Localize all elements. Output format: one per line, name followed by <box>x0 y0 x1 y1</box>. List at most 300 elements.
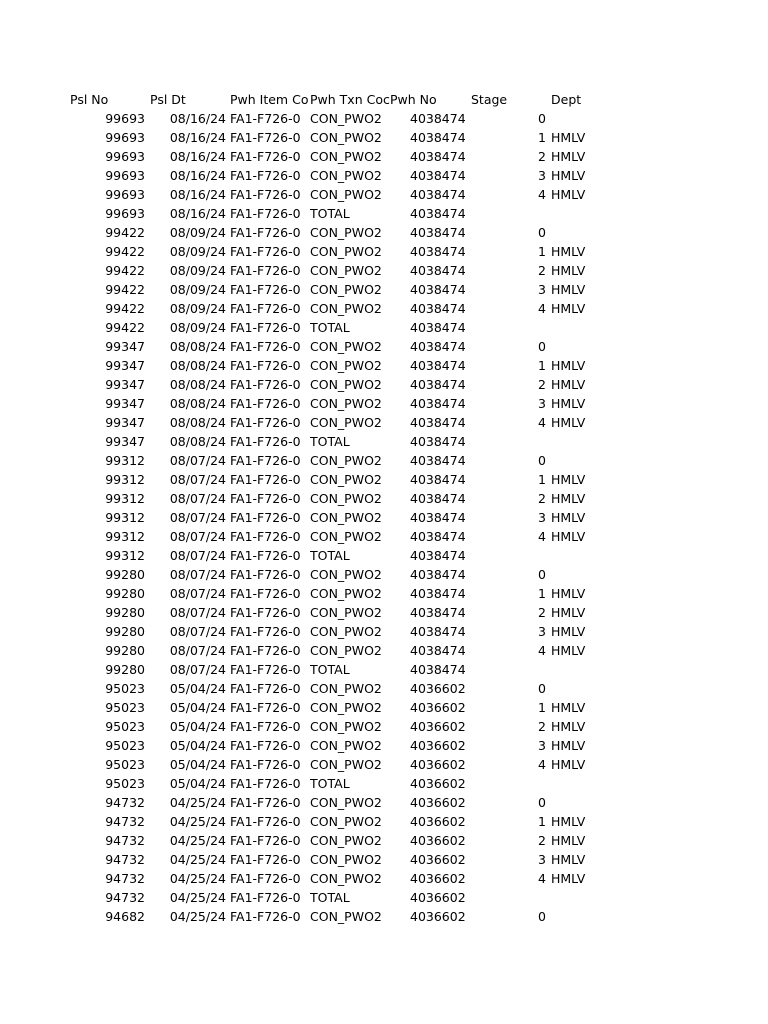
cell-stage: 0 <box>538 225 546 240</box>
cell-psl-dt: 08/09/24 <box>169 282 226 297</box>
cell-psl-no: 99347 <box>105 339 145 354</box>
cell-psl-dt: 08/09/24 <box>169 263 226 278</box>
cell-pwh-item-code: FA1-F726-0 <box>230 434 301 449</box>
cell-pwh-item-code: FA1-F726-0 <box>230 795 301 810</box>
cell-dept: HMLV <box>551 130 586 145</box>
cell-psl-dt: 08/07/24 <box>169 567 226 582</box>
table-row <box>70 736 690 755</box>
cell-dept: HMLV <box>551 168 586 183</box>
cell-psl-no: 99280 <box>105 605 145 620</box>
cell-stage: 1 <box>538 814 546 829</box>
table-row <box>70 869 690 888</box>
cell-pwh-item-code: FA1-F726-0 <box>230 529 301 544</box>
cell-pwh-no: 4038474 <box>410 529 466 544</box>
cell-stage: 4 <box>538 529 546 544</box>
cell-dept: HMLV <box>551 149 586 164</box>
cell-pwh-item-code: FA1-F726-0 <box>230 776 301 791</box>
table-body <box>70 109 690 926</box>
cell-pwh-txn-code: TOTAL <box>310 548 350 563</box>
cell-pwh-no: 4038474 <box>410 662 466 677</box>
cell-dept: HMLV <box>551 814 586 829</box>
table-row <box>70 318 690 337</box>
cell-psl-dt: 08/07/24 <box>169 548 226 563</box>
table-row <box>70 280 690 299</box>
cell-psl-dt: 05/04/24 <box>169 738 226 753</box>
cell-pwh-item-code: FA1-F726-0 <box>230 890 301 905</box>
cell-pwh-item-code: FA1-F726-0 <box>230 833 301 848</box>
cell-dept: HMLV <box>551 301 586 316</box>
cell-stage: 0 <box>538 453 546 468</box>
cell-psl-dt: 04/25/24 <box>169 833 226 848</box>
spreadsheet-table <box>70 90 690 926</box>
cell-pwh-txn-code: TOTAL <box>310 434 350 449</box>
table-row <box>70 109 690 128</box>
cell-psl-dt: 08/16/24 <box>169 187 226 202</box>
cell-pwh-txn-code: CON_PWO2 <box>310 795 382 810</box>
cell-dept: HMLV <box>551 510 586 525</box>
cell-pwh-txn-code: CON_PWO2 <box>310 833 382 848</box>
cell-psl-dt: 08/07/24 <box>169 662 226 677</box>
cell-stage: 4 <box>538 301 546 316</box>
cell-pwh-txn-code: TOTAL <box>310 206 350 221</box>
cell-pwh-item-code: FA1-F726-0 <box>230 111 301 126</box>
table-row <box>70 774 690 793</box>
cell-psl-no: 95023 <box>105 738 145 753</box>
cell-psl-dt: 08/09/24 <box>169 225 226 240</box>
cell-pwh-item-code: FA1-F726-0 <box>230 605 301 620</box>
table-row <box>70 546 690 565</box>
cell-psl-dt: 08/07/24 <box>169 586 226 601</box>
header-dept: Dept <box>551 92 582 107</box>
cell-psl-dt: 08/08/24 <box>169 434 226 449</box>
cell-stage: 0 <box>538 681 546 696</box>
cell-pwh-no: 4038474 <box>410 111 466 126</box>
cell-stage: 0 <box>538 909 546 924</box>
cell-psl-no: 99347 <box>105 434 145 449</box>
cell-psl-no: 99312 <box>105 548 145 563</box>
cell-pwh-no: 4038474 <box>410 472 466 487</box>
cell-pwh-item-code: FA1-F726-0 <box>230 757 301 772</box>
cell-pwh-no: 4038474 <box>410 605 466 620</box>
cell-psl-dt: 08/08/24 <box>169 358 226 373</box>
cell-pwh-no: 4038474 <box>410 624 466 639</box>
cell-psl-no: 94732 <box>105 833 145 848</box>
cell-psl-no: 99693 <box>105 187 145 202</box>
table-row <box>70 337 690 356</box>
cell-pwh-no: 4038474 <box>410 643 466 658</box>
cell-psl-no: 99422 <box>105 263 145 278</box>
cell-psl-no: 95023 <box>105 757 145 772</box>
table-row <box>70 622 690 641</box>
cell-stage: 3 <box>538 510 546 525</box>
cell-pwh-txn-code: TOTAL <box>310 776 350 791</box>
table-row <box>70 356 690 375</box>
cell-pwh-no: 4038474 <box>410 263 466 278</box>
cell-psl-dt: 08/07/24 <box>169 529 226 544</box>
cell-pwh-item-code: FA1-F726-0 <box>230 358 301 373</box>
cell-pwh-no: 4038474 <box>410 491 466 506</box>
cell-pwh-item-code: FA1-F726-0 <box>230 852 301 867</box>
cell-pwh-txn-code: CON_PWO2 <box>310 681 382 696</box>
cell-psl-no: 99312 <box>105 453 145 468</box>
cell-pwh-txn-code: CON_PWO2 <box>310 643 382 658</box>
cell-psl-dt: 04/25/24 <box>169 871 226 886</box>
cell-stage: 2 <box>538 491 546 506</box>
table-row <box>70 375 690 394</box>
cell-psl-dt: 05/04/24 <box>169 719 226 734</box>
table-row <box>70 641 690 660</box>
cell-pwh-item-code: FA1-F726-0 <box>230 567 301 582</box>
cell-psl-dt: 08/07/24 <box>169 472 226 487</box>
cell-dept: HMLV <box>551 586 586 601</box>
table-row <box>70 679 690 698</box>
cell-pwh-no: 4038474 <box>410 149 466 164</box>
cell-psl-dt: 05/04/24 <box>169 757 226 772</box>
cell-psl-no: 99422 <box>105 244 145 259</box>
cell-psl-no: 99422 <box>105 320 145 335</box>
cell-pwh-item-code: FA1-F726-0 <box>230 282 301 297</box>
cell-psl-dt: 08/08/24 <box>169 339 226 354</box>
cell-stage: 3 <box>538 738 546 753</box>
cell-stage: 4 <box>538 871 546 886</box>
cell-pwh-no: 4036602 <box>410 795 466 810</box>
cell-psl-no: 99347 <box>105 377 145 392</box>
cell-stage: 2 <box>538 263 546 278</box>
cell-stage: 2 <box>538 833 546 848</box>
cell-psl-no: 99280 <box>105 567 145 582</box>
cell-pwh-txn-code: CON_PWO2 <box>310 909 382 924</box>
cell-pwh-no: 4038474 <box>410 282 466 297</box>
cell-pwh-txn-code: CON_PWO2 <box>310 605 382 620</box>
cell-pwh-no: 4038474 <box>410 510 466 525</box>
cell-psl-no: 99693 <box>105 111 145 126</box>
cell-psl-dt: 08/16/24 <box>169 168 226 183</box>
cell-pwh-no: 4036602 <box>410 738 466 753</box>
cell-pwh-item-code: FA1-F726-0 <box>230 263 301 278</box>
cell-pwh-no: 4038474 <box>410 377 466 392</box>
cell-pwh-txn-code: CON_PWO2 <box>310 282 382 297</box>
cell-psl-dt: 08/07/24 <box>169 453 226 468</box>
cell-pwh-item-code: FA1-F726-0 <box>230 396 301 411</box>
cell-dept: HMLV <box>551 700 586 715</box>
cell-pwh-item-code: FA1-F726-0 <box>230 491 301 506</box>
cell-psl-no: 99693 <box>105 206 145 221</box>
cell-psl-no: 94682 <box>105 909 145 924</box>
cell-pwh-txn-code: CON_PWO2 <box>310 111 382 126</box>
cell-psl-no: 99422 <box>105 225 145 240</box>
header-pwh-txn-code: Pwh Txn Coc <box>310 92 390 107</box>
cell-stage: 0 <box>538 795 546 810</box>
cell-pwh-txn-code: CON_PWO2 <box>310 472 382 487</box>
table-row <box>70 261 690 280</box>
cell-pwh-txn-code: CON_PWO2 <box>310 586 382 601</box>
cell-pwh-item-code: FA1-F726-0 <box>230 909 301 924</box>
table-row <box>70 603 690 622</box>
cell-pwh-item-code: FA1-F726-0 <box>230 510 301 525</box>
table-row <box>70 508 690 527</box>
cell-psl-dt: 05/04/24 <box>169 681 226 696</box>
cell-pwh-txn-code: TOTAL <box>310 320 350 335</box>
header-psl-dt: Psl Dt <box>150 92 186 107</box>
cell-pwh-txn-code: CON_PWO2 <box>310 529 382 544</box>
cell-stage: 3 <box>538 396 546 411</box>
cell-pwh-txn-code: CON_PWO2 <box>310 757 382 772</box>
table-row <box>70 755 690 774</box>
cell-psl-dt: 08/07/24 <box>169 605 226 620</box>
cell-pwh-txn-code: CON_PWO2 <box>310 814 382 829</box>
table-row <box>70 223 690 242</box>
cell-pwh-txn-code: CON_PWO2 <box>310 510 382 525</box>
cell-stage: 2 <box>538 377 546 392</box>
table-row <box>70 565 690 584</box>
cell-psl-no: 99312 <box>105 491 145 506</box>
cell-psl-no: 94732 <box>105 814 145 829</box>
cell-stage: 1 <box>538 472 546 487</box>
cell-stage: 1 <box>538 586 546 601</box>
cell-dept: HMLV <box>551 871 586 886</box>
cell-pwh-item-code: FA1-F726-0 <box>230 206 301 221</box>
cell-dept: HMLV <box>551 643 586 658</box>
cell-pwh-no: 4038474 <box>410 225 466 240</box>
table-row <box>70 432 690 451</box>
cell-psl-no: 99422 <box>105 301 145 316</box>
cell-stage: 0 <box>538 567 546 582</box>
cell-dept: HMLV <box>551 396 586 411</box>
header-psl-no: Psl No <box>70 92 109 107</box>
cell-psl-no: 99280 <box>105 662 145 677</box>
cell-dept: HMLV <box>551 491 586 506</box>
cell-psl-no: 99312 <box>105 472 145 487</box>
cell-pwh-no: 4036602 <box>410 776 466 791</box>
table-row <box>70 242 690 261</box>
cell-stage: 4 <box>538 415 546 430</box>
cell-psl-dt: 08/07/24 <box>169 643 226 658</box>
cell-psl-dt: 08/07/24 <box>169 491 226 506</box>
cell-pwh-txn-code: CON_PWO2 <box>310 491 382 506</box>
cell-psl-no: 99280 <box>105 624 145 639</box>
cell-pwh-item-code: FA1-F726-0 <box>230 700 301 715</box>
cell-pwh-no: 4038474 <box>410 301 466 316</box>
cell-dept: HMLV <box>551 282 586 297</box>
table-row <box>70 470 690 489</box>
cell-pwh-item-code: FA1-F726-0 <box>230 320 301 335</box>
table-row <box>70 451 690 470</box>
header-row <box>70 90 690 109</box>
table-row <box>70 128 690 147</box>
cell-psl-no: 99347 <box>105 415 145 430</box>
cell-pwh-no: 4038474 <box>410 168 466 183</box>
cell-pwh-item-code: FA1-F726-0 <box>230 187 301 202</box>
cell-pwh-txn-code: TOTAL <box>310 662 350 677</box>
cell-pwh-item-code: FA1-F726-0 <box>230 453 301 468</box>
cell-psl-no: 95023 <box>105 719 145 734</box>
cell-pwh-item-code: FA1-F726-0 <box>230 662 301 677</box>
cell-psl-no: 95023 <box>105 776 145 791</box>
table-row <box>70 185 690 204</box>
cell-stage: 3 <box>538 168 546 183</box>
table-row <box>70 831 690 850</box>
cell-pwh-no: 4036602 <box>410 757 466 772</box>
cell-psl-no: 95023 <box>105 681 145 696</box>
cell-pwh-no: 4038474 <box>410 567 466 582</box>
cell-pwh-item-code: FA1-F726-0 <box>230 415 301 430</box>
table-row <box>70 660 690 679</box>
cell-psl-dt: 08/08/24 <box>169 377 226 392</box>
cell-stage: 0 <box>538 111 546 126</box>
header-stage: Stage <box>471 92 508 107</box>
cell-psl-dt: 08/09/24 <box>169 320 226 335</box>
cell-pwh-no: 4036602 <box>410 700 466 715</box>
cell-psl-no: 99280 <box>105 643 145 658</box>
cell-pwh-item-code: FA1-F726-0 <box>230 130 301 145</box>
cell-pwh-txn-code: CON_PWO2 <box>310 852 382 867</box>
cell-psl-dt: 08/09/24 <box>169 244 226 259</box>
cell-pwh-item-code: FA1-F726-0 <box>230 643 301 658</box>
cell-dept: HMLV <box>551 472 586 487</box>
cell-pwh-txn-code: CON_PWO2 <box>310 168 382 183</box>
cell-psl-no: 94732 <box>105 852 145 867</box>
cell-pwh-txn-code: CON_PWO2 <box>310 700 382 715</box>
cell-stage: 2 <box>538 149 546 164</box>
cell-psl-dt: 04/25/24 <box>169 909 226 924</box>
cell-dept: HMLV <box>551 187 586 202</box>
cell-stage: 3 <box>538 624 546 639</box>
cell-psl-dt: 08/09/24 <box>169 301 226 316</box>
cell-pwh-no: 4036602 <box>410 719 466 734</box>
cell-pwh-item-code: FA1-F726-0 <box>230 301 301 316</box>
cell-dept: HMLV <box>551 833 586 848</box>
cell-pwh-item-code: FA1-F726-0 <box>230 719 301 734</box>
cell-pwh-no: 4036602 <box>410 814 466 829</box>
cell-pwh-txn-code: CON_PWO2 <box>310 225 382 240</box>
cell-pwh-txn-code: CON_PWO2 <box>310 149 382 164</box>
cell-psl-no: 99347 <box>105 358 145 373</box>
cell-dept: HMLV <box>551 263 586 278</box>
cell-pwh-no: 4038474 <box>410 130 466 145</box>
cell-pwh-item-code: FA1-F726-0 <box>230 168 301 183</box>
cell-stage: 4 <box>538 643 546 658</box>
cell-pwh-no: 4036602 <box>410 871 466 886</box>
cell-psl-dt: 08/16/24 <box>169 206 226 221</box>
cell-dept: HMLV <box>551 624 586 639</box>
cell-pwh-txn-code: CON_PWO2 <box>310 624 382 639</box>
cell-pwh-no: 4038474 <box>410 244 466 259</box>
cell-pwh-no: 4038474 <box>410 396 466 411</box>
cell-pwh-item-code: FA1-F726-0 <box>230 871 301 886</box>
cell-dept: HMLV <box>551 377 586 392</box>
cell-pwh-item-code: FA1-F726-0 <box>230 681 301 696</box>
cell-pwh-item-code: FA1-F726-0 <box>230 244 301 259</box>
table-row <box>70 584 690 603</box>
table-row <box>70 394 690 413</box>
cell-pwh-txn-code: CON_PWO2 <box>310 358 382 373</box>
table-row <box>70 204 690 223</box>
cell-pwh-no: 4038474 <box>410 586 466 601</box>
cell-dept: HMLV <box>551 738 586 753</box>
cell-psl-dt: 08/16/24 <box>169 111 226 126</box>
cell-pwh-no: 4038474 <box>410 548 466 563</box>
cell-psl-no: 99347 <box>105 396 145 411</box>
cell-psl-dt: 04/25/24 <box>169 795 226 810</box>
cell-psl-no: 99422 <box>105 282 145 297</box>
cell-psl-dt: 08/16/24 <box>169 149 226 164</box>
cell-pwh-no: 4038474 <box>410 415 466 430</box>
cell-psl-no: 94732 <box>105 871 145 886</box>
cell-psl-no: 99312 <box>105 510 145 525</box>
cell-stage: 4 <box>538 757 546 772</box>
cell-pwh-txn-code: CON_PWO2 <box>310 415 382 430</box>
cell-psl-dt: 08/08/24 <box>169 415 226 430</box>
cell-dept: HMLV <box>551 605 586 620</box>
table-row <box>70 888 690 907</box>
cell-pwh-txn-code: CON_PWO2 <box>310 130 382 145</box>
cell-pwh-item-code: FA1-F726-0 <box>230 377 301 392</box>
table-row <box>70 489 690 508</box>
cell-pwh-txn-code: CON_PWO2 <box>310 377 382 392</box>
cell-psl-dt: 08/16/24 <box>169 130 226 145</box>
cell-stage: 2 <box>538 605 546 620</box>
cell-stage: 1 <box>538 130 546 145</box>
cell-pwh-item-code: FA1-F726-0 <box>230 225 301 240</box>
cell-stage: 2 <box>538 719 546 734</box>
cell-pwh-no: 4038474 <box>410 187 466 202</box>
cell-dept: HMLV <box>551 244 586 259</box>
cell-dept: HMLV <box>551 358 586 373</box>
cell-pwh-txn-code: CON_PWO2 <box>310 263 382 278</box>
cell-stage: 0 <box>538 339 546 354</box>
cell-psl-no: 99693 <box>105 130 145 145</box>
cell-psl-dt: 08/07/24 <box>169 624 226 639</box>
cell-pwh-no: 4038474 <box>410 320 466 335</box>
cell-pwh-txn-code: CON_PWO2 <box>310 301 382 316</box>
cell-pwh-no: 4038474 <box>410 434 466 449</box>
cell-psl-no: 94732 <box>105 795 145 810</box>
cell-pwh-txn-code: CON_PWO2 <box>310 453 382 468</box>
cell-psl-dt: 04/25/24 <box>169 852 226 867</box>
cell-pwh-txn-code: CON_PWO2 <box>310 738 382 753</box>
cell-dept: HMLV <box>551 852 586 867</box>
cell-psl-dt: 08/07/24 <box>169 510 226 525</box>
cell-psl-dt: 04/25/24 <box>169 890 226 905</box>
cell-psl-no: 99693 <box>105 168 145 183</box>
table-row <box>70 299 690 318</box>
cell-pwh-txn-code: TOTAL <box>310 890 350 905</box>
cell-pwh-item-code: FA1-F726-0 <box>230 738 301 753</box>
cell-stage: 4 <box>538 187 546 202</box>
cell-psl-no: 95023 <box>105 700 145 715</box>
cell-pwh-txn-code: CON_PWO2 <box>310 244 382 259</box>
cell-pwh-item-code: FA1-F726-0 <box>230 548 301 563</box>
cell-pwh-item-code: FA1-F726-0 <box>230 149 301 164</box>
cell-pwh-no: 4036602 <box>410 852 466 867</box>
cell-psl-dt: 05/04/24 <box>169 700 226 715</box>
header-pwh-no: Pwh No <box>390 92 437 107</box>
cell-pwh-txn-code: CON_PWO2 <box>310 339 382 354</box>
cell-pwh-item-code: FA1-F726-0 <box>230 339 301 354</box>
cell-pwh-no: 4038474 <box>410 453 466 468</box>
cell-pwh-no: 4038474 <box>410 339 466 354</box>
cell-pwh-txn-code: CON_PWO2 <box>310 396 382 411</box>
table-row <box>70 527 690 546</box>
table-row <box>70 413 690 432</box>
cell-pwh-item-code: FA1-F726-0 <box>230 472 301 487</box>
header-pwh-item-code: Pwh Item Co <box>230 92 308 107</box>
cell-stage: 1 <box>538 700 546 715</box>
table-row <box>70 850 690 869</box>
table-row <box>70 793 690 812</box>
cell-psl-dt: 08/08/24 <box>169 396 226 411</box>
table-row <box>70 166 690 185</box>
